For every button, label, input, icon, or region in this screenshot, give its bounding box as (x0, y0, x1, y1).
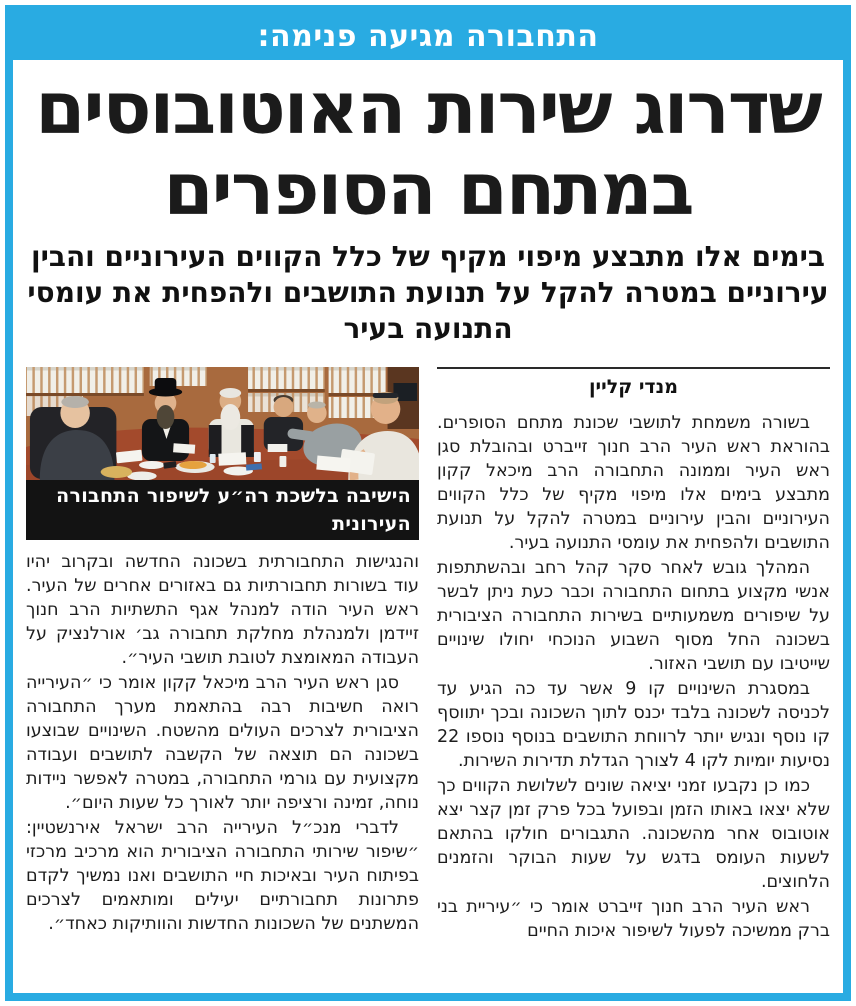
meeting-photo-illustration (26, 367, 419, 480)
kicker-banner: התחבורה מגיעה פנימה: (13, 13, 843, 60)
paragraph: ראש העיר הרב חנוך זייברט אומר כי ״עיריית בני ברק ממשיכה לפעול לשיפור איכות החיים (437, 896, 830, 941)
article-frame (5, 5, 851, 1001)
paragraph: המהלך גובש לאחר סקר קהל רחב ובהשתתפות אנשי מקצוע בתחום התחבורה וכבר כעת ניתן לבשר על שיפורים משמעותיים בשירות התחבורה הציבורית בשכונה החל מסוף השבוע הנוכחי יחולו שינויים שייטיבו עם תושבי האזור. (437, 557, 830, 674)
paragraph: כמו כן נקבעו זמני יציאה שונים לשלושת הקווים כך שלא יצאו באותו הזמן ובפועל בכל פרק זמן קצר יצא אוטובוס אחר מהשכונה. התגבורים חולקו בהתאם לשעות העומס בדגש על שעות הבוקר והזמנים הלחוצים. (437, 775, 830, 892)
column-right (437, 365, 830, 944)
paragraph: בשורה משמחת לתושבי שכונת מתחם הסופרים. בהוראת ראש העיר הרב חנוך זייברט ובהובלת סגן ראש העיר וממונה התחבורה הרב מיכאל קקון מתבצע בימים אלו מיפוי מקיף של כלל הקווים העירוניים והבין עירוניים במטרה להקל על תנועת התושבים ולהפחית את עומסי התנועה בעיר. (437, 412, 830, 553)
column-left (26, 365, 419, 937)
byline: מנדי קליין (589, 375, 678, 398)
paragraph: והנגישות התחבורתית בשכונה החדשה ובקרוב יהיו עוד בשורות תחבורתיות גם באזורים אחרים של העיר. ראש העיר הודה למנהל אגף התשתיות הרב חנוך זיידמן ולמנהלת מחלקת תחבורה גב׳ אורלנציק על העבודה המאומצת לטובת תושבי העיר״. (26, 551, 419, 668)
headline-line-1: שדרוג שירות האוטובוסים (35, 66, 821, 150)
headline-line-2: במתחם הסופרים (163, 146, 693, 231)
byline-divider (437, 367, 830, 369)
paragraph: סגן ראש העיר הרב מיכאל קקון אומר כי ״העירייה רואה חשיבות רבה בהתאמת מערך התחבורה הציבורית לצרכים העולים מהשטח. השינויים שבוצעו בשכונה הם תוצאה של הקשבה לתושבים ועבודה מקצועית עם גורמי התחבורה, במטרה לאפשר ניידות נוחה, זמינה ורציפה יותר לאורך כל שעות היום״. (26, 672, 419, 813)
paragraph: לדברי מנכ״ל העירייה הרב ישראל אירנשטיין: ״שיפור שירותי התחבורה הציבורית הוא מרכיב מרכזי בפיתוח העיר ובאיכות חיי התושבים ואנו נמשיך לקדם פתרונות תחבורתיים יעילים ומותאמים לצרכים המשתנים של השכונות החדשות והוותיקות כאחד״. (26, 817, 419, 934)
article-columns (13, 355, 843, 944)
subheadline: בימים אלו מתבצע מיפוי מקיף של כלל הקווים העירוניים והבין עירוניים במטרה להקל על תנועת התושבים ולהפחית את עומסי התנועה בעיר (27, 240, 829, 345)
meeting-photo (26, 367, 419, 540)
paragraph: במסגרת השינויים קו 9 אשר עד כה הגיע עד לכניסה לשכונה בלבד יכנס לתוך השכונה ובכך יתווסף קו נוסף ונגיש יותר לרווחת התושבים בנוסף נוספו 22 נסיעות יומיות לקו 4 לצורך הגדלת תדירות השירות. (437, 678, 830, 771)
photo-caption: הישיבה בלשכת רה״ע לשיפור התחבורה העירונית (26, 480, 419, 540)
headline (19, 68, 837, 229)
